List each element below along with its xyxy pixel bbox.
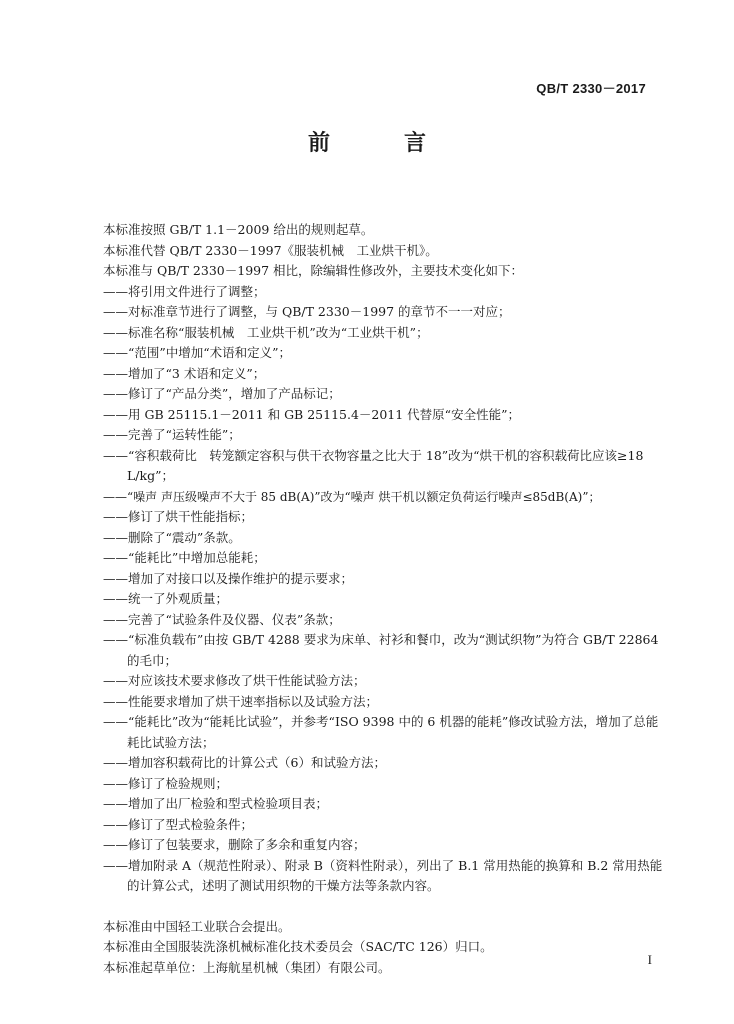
change-item: ——对应该技术要求修改了烘干性能试验方法； <box>103 673 366 688</box>
change-item: ——修订了检验规则； <box>103 775 229 791</box>
document-body <box>103 220 663 978</box>
change-item: ——统一了外观质量； <box>103 591 229 606</box>
change-item: ——增加了出厂检验和型式检验项目表； <box>103 796 329 811</box>
change-item: ——用 GB 25115.1－2011 和 GB 25115.4－2011 代替原“安全性能”； <box>103 406 520 422</box>
closing-paragraph: 本标准起草单位：上海航星机械（集团）有限公司。 <box>103 959 391 975</box>
change-item: ——性能要求增加了烘干速率指标以及试验方法； <box>103 693 379 709</box>
intro-paragraph: 本标准与 QB/T 2330－1997 相比，除编辑性修改外，主要技术变化如下： <box>103 263 524 278</box>
change-item: ——删除了“震动”条款。 <box>103 529 241 545</box>
change-item: ——修订了烘干性能指标； <box>103 509 254 524</box>
change-item: ——“容积载荷比 转笼额定容积与供干衣物容量之比大于 18”改为“烘干机的容积载荷比应该≥18 L/kg”； <box>103 447 644 483</box>
change-item: ——修订了型式检验条件； <box>103 816 254 832</box>
change-item: ——“能耗比”中增加总能耗； <box>103 550 266 565</box>
change-item: ——增加了对接口以及操作维护的提示要求； <box>103 570 354 586</box>
change-item: ——增加容积载荷比的计算公式（6）和试验方法； <box>103 755 386 770</box>
change-item: ——标准名称“服装机械 工业烘干机”改为“工业烘干机”； <box>103 324 429 340</box>
change-item: ——“能耗比”改为“能耗比试验”，并参考“ISO 9398 中的 6 机器的能耗”修改试验方法，增加了总能耗比试验方法； <box>103 714 659 750</box>
page-number: I <box>647 952 652 967</box>
change-item: ——“噪声 声压级噪声不大于 85 dB(A)”改为“噪声 烘干机以额定负荷运行噪声≤85dB(A)”； <box>103 489 601 504</box>
change-item: ——增加了“3 术语和定义”； <box>103 365 266 381</box>
change-item: ——修订了包装要求，删除了多余和重复内容； <box>103 837 366 852</box>
change-item: ——完善了“运转性能”； <box>103 427 241 442</box>
change-item: ——“范围”中增加“术语和定义”； <box>103 345 292 360</box>
intro-paragraph: 本标准按照 GB/T 1.1－2009 给出的规则起草。 <box>103 222 374 237</box>
section-spacer <box>103 897 663 917</box>
standard-code: QB/T 2330－2017 <box>536 81 646 96</box>
intro-paragraph: 本标准代替 QB/T 2330－1997《服装机械 工业烘干机》。 <box>103 242 438 258</box>
change-item: ——“标准负载布”由按 GB/T 4288 要求为床单、衬衫和餐巾，改为“测试织物”为符合 GB/T 22864 的毛巾； <box>103 632 659 668</box>
change-item: ——将引用文件进行了调整； <box>103 283 266 299</box>
page-title: 前 言 <box>307 130 452 156</box>
closing-paragraph: 本标准由中国轻工业联合会提出。 <box>103 918 291 934</box>
change-item: ——对标准章节进行了调整，与 QB/T 2330－1997 的章节不一一对应； <box>103 304 511 319</box>
closing-paragraph: 本标准由全国服装洗涤机械标准化技术委员会（SAC/TC 126）归口。 <box>103 939 493 954</box>
change-item: ——修订了“产品分类”，增加了产品标记； <box>103 386 341 401</box>
change-item: ——增加附录 A（规范性附录）、附录 B（资料性附录），列出了 B.1 常用热能的换算和 B.2 常用热能的计算公式，述明了测试用织物的干燥方法等条款内容。 <box>103 857 663 893</box>
change-item: ——完善了“试验条件及仪器、仪表”条款； <box>103 611 341 627</box>
